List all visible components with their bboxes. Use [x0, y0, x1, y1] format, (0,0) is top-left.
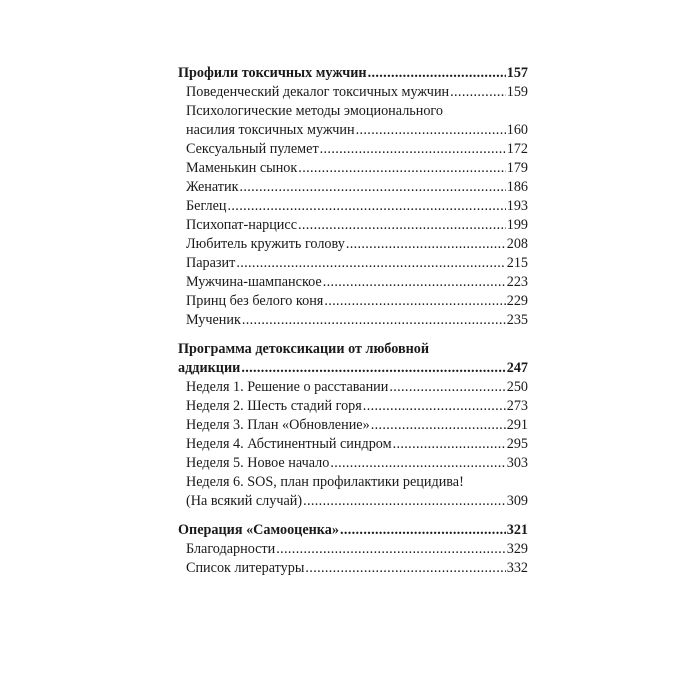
toc-entry — [178, 559, 528, 578]
toc-entry-title: Список литературы — [186, 560, 305, 576]
toc-entry-page-number: 329 — [506, 541, 528, 557]
dot-leader — [393, 435, 506, 454]
section-heading-title: Программа детоксикации от любовной — [178, 341, 430, 357]
section-heading — [178, 521, 528, 540]
toc-entry-page-number: 303 — [506, 455, 528, 471]
section-heading-title: Операция «Самооценка» — [178, 522, 339, 538]
dot-leader — [242, 311, 506, 330]
toc-entry-title: Благодарности — [186, 541, 276, 557]
toc-entry-page-number: 235 — [506, 312, 528, 328]
toc-entry-page-number: 291 — [506, 417, 528, 433]
toc-section — [178, 64, 528, 330]
section-heading — [178, 359, 528, 378]
toc-entry — [178, 216, 528, 235]
dot-leader — [346, 235, 506, 254]
toc-section — [178, 340, 528, 511]
toc-entry-line — [178, 102, 528, 121]
dot-leader — [371, 416, 506, 435]
toc-entry — [178, 197, 528, 216]
toc-entry-title: Маменькин сынок — [186, 160, 298, 176]
toc-entry-page-number: 332 — [506, 560, 528, 576]
toc-entry-title: Сексуальный пулемет — [186, 141, 319, 157]
toc-entry — [178, 454, 528, 473]
toc-entry — [178, 140, 528, 159]
toc-entry-page-number: 186 — [506, 179, 528, 195]
toc-entry — [178, 540, 528, 559]
dot-leader — [276, 540, 505, 559]
section-heading-title: аддикции — [178, 360, 241, 376]
toc-entry-title: Мужчина-шампанское — [186, 274, 322, 290]
dot-leader — [356, 121, 506, 140]
toc-entry — [178, 435, 528, 454]
toc-entry-title: Принц без белого коня — [186, 293, 324, 309]
toc-section — [178, 521, 528, 578]
toc-entry — [178, 292, 528, 311]
toc-entry-title: Психопат-нарцисс — [186, 217, 297, 233]
toc-entry-page-number: 273 — [506, 398, 528, 414]
toc-entry-page-number: 309 — [506, 493, 528, 509]
dot-leader — [305, 559, 505, 578]
dot-leader — [368, 64, 506, 83]
toc-entry-page-number: 295 — [506, 436, 528, 452]
toc-entry-title: Неделя 6. SOS, план профилактики рецидива! — [186, 474, 464, 490]
toc-entry-title: (На всякий случай) — [186, 493, 303, 509]
toc-entry-title: Неделя 4. Абстинентный синдром — [186, 436, 392, 452]
toc-entry-title: Беглец — [186, 198, 227, 214]
dot-leader — [241, 359, 505, 378]
toc-entry — [178, 311, 528, 330]
toc-entry — [178, 254, 528, 273]
toc-entry — [178, 416, 528, 435]
toc-entry-page-number: 172 — [506, 141, 528, 157]
toc-entry-page-number: 223 — [506, 274, 528, 290]
section-heading — [178, 64, 528, 83]
toc-entry-title: Женатик — [186, 179, 239, 195]
section-heading-title: Профили токсичных мужчин — [178, 65, 367, 81]
toc-entry-page-number: 215 — [506, 255, 528, 271]
section-heading-page-number: 321 — [506, 522, 528, 538]
dot-leader — [450, 83, 506, 102]
toc-entry-page-number: 160 — [506, 122, 528, 138]
toc-entry-title: Мученик — [186, 312, 241, 328]
toc-entry-line — [178, 473, 528, 492]
toc-entry — [178, 235, 528, 254]
toc-entry-title: Неделя 1. Решение о расставании — [186, 379, 389, 395]
dot-leader — [320, 140, 506, 159]
toc-entry — [178, 178, 528, 197]
section-heading-page-number: 247 — [506, 360, 528, 376]
dot-leader — [363, 397, 506, 416]
toc-entry-page-number: 229 — [506, 293, 528, 309]
toc-entry-page-number: 193 — [506, 198, 528, 214]
dot-leader — [389, 378, 505, 397]
toc-entry — [178, 159, 528, 178]
toc-entry-title: Неделя 5. Новое начало — [186, 455, 330, 471]
toc-entry-title: Паразит — [186, 255, 236, 271]
dot-leader — [298, 159, 505, 178]
toc-entry — [178, 121, 528, 140]
section-heading-page-number: 157 — [506, 65, 528, 81]
toc-entry-title: Неделя 3. План «Обновление» — [186, 417, 370, 433]
dot-leader — [330, 454, 505, 473]
toc-entry — [178, 378, 528, 397]
dot-leader — [236, 254, 505, 273]
dot-leader — [303, 492, 506, 511]
toc-entry-page-number: 199 — [506, 217, 528, 233]
toc-entry — [178, 83, 528, 102]
toc-entry-page-number: 250 — [506, 379, 528, 395]
dot-leader — [228, 197, 506, 216]
toc-entry-title: Любитель кружить голову — [186, 236, 345, 252]
dot-leader — [323, 273, 506, 292]
toc-entry-title: Психологические методы эмоционального — [186, 103, 443, 119]
dot-leader — [240, 178, 506, 197]
dot-leader — [340, 521, 506, 540]
toc-entry-page-number: 159 — [506, 84, 528, 100]
toc-entry-title: насилия токсичных мужчин — [186, 122, 355, 138]
section-heading-line — [178, 340, 528, 359]
toc-entry-page-number: 179 — [506, 160, 528, 176]
toc-entry — [178, 273, 528, 292]
dot-leader — [324, 292, 505, 311]
dot-leader — [298, 216, 506, 235]
table-of-contents — [178, 64, 528, 588]
toc-entry-page-number: 208 — [506, 236, 528, 252]
toc-entry — [178, 492, 528, 511]
toc-entry-title: Поведенческий декалог токсичных мужчин — [186, 84, 450, 100]
toc-entry — [178, 397, 528, 416]
toc-entry-title: Неделя 2. Шесть стадий горя — [186, 398, 362, 414]
